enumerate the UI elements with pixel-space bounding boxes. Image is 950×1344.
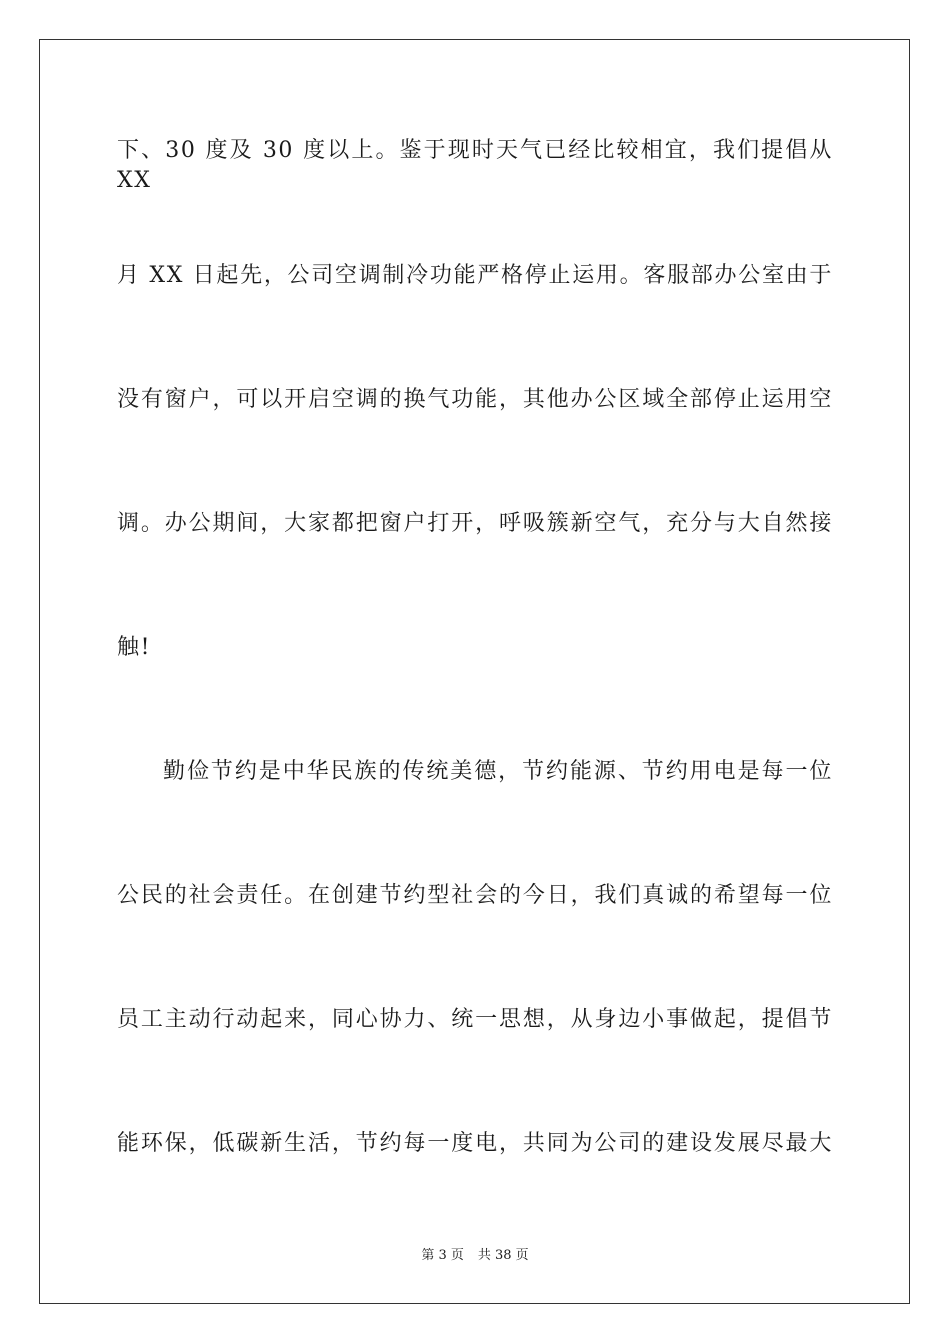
page-border: [39, 39, 910, 1304]
body-text-line: 没有窗户，可以开启空调的换气功能，其他办公区域全部停止运用空: [117, 387, 833, 412]
body-text-line: 月 XX 日起先，公司空调制冷功能严格停止运用。客服部办公室由于: [117, 263, 833, 288]
body-text-line: 员工主动行动起来，同心协力、统一思想，从身边小事做起，提倡节: [117, 1007, 833, 1032]
body-text-line: 公民的社会责任。在创建节约型社会的今日，我们真诚的希望每一位: [117, 883, 833, 908]
page-total: 共 38 页: [477, 1248, 529, 1263]
body-text-line: 触!: [117, 635, 152, 660]
body-text-line: 能环保，低碳新生活，节约每一度电，共同为公司的建设发展尽最大: [117, 1131, 833, 1156]
page-footer: [0, 1247, 950, 1265]
page-number: 第 3 页: [421, 1248, 464, 1263]
body-text-line: 调。办公期间，大家都把窗户打开，呼吸簇新空气，充分与大自然接: [117, 511, 833, 536]
body-text-line: 下、30 度及 30 度以上。鉴于现时天气已经比较相宜，我们提倡从 XX: [117, 138, 833, 193]
paragraph-first-line: 勤俭节约是中华民族的传统美德，节约能源、节约用电是每一位: [163, 759, 833, 784]
